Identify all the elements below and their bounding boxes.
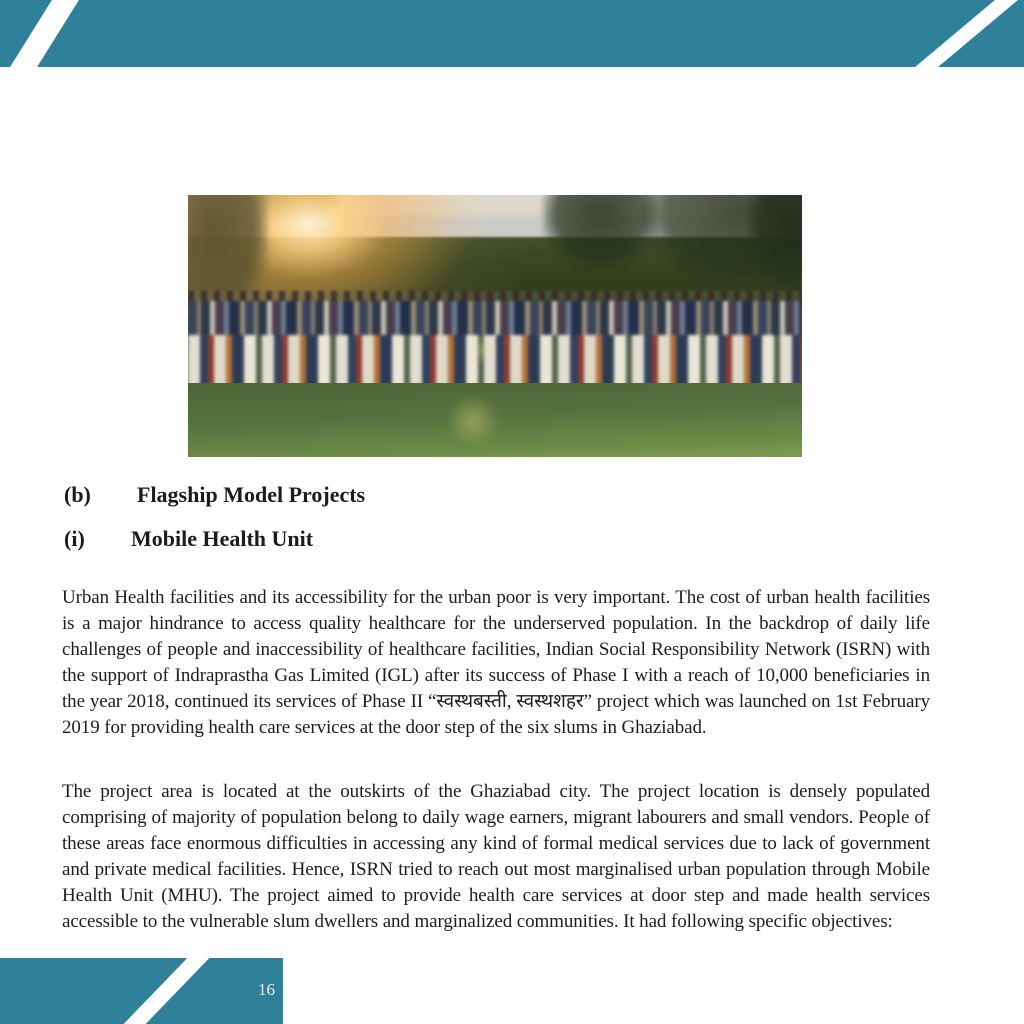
diagonal-stripe-right	[907, 0, 1024, 67]
diagonal-stripe-footer	[116, 958, 216, 1024]
section-label: (b)	[64, 482, 91, 507]
body-paragraph: The project area is located at the outskirts of the Ghaziabad city. The project location is densely populated comprising of majority of population belong to daily wage earners, migrant labourers and small vendors. People of these areas face enormous difficulties in accessing any kind of formal medical services due to lack of government and private medical facilities. Hence, ISRN tried to reach out most marginalised urban population through Mobile Health Unit (MHU). The project aimed to provide health care services at door step and made health services accessible to the vulnerable slum dwellers and marginalized communities. It had following specific objectives:	[62, 781, 930, 932]
body-paragraph: Urban Health facilities and its accessibility for the urban poor is very important. The cost of urban health facilities is a major hindrance to access quality healthcare for the underserved population. In the backdrop of daily life challenges of people and inaccessibility of healthcare facilities, Indian Social Responsibility Network (ISRN) with the support of Indraprastha Gas Limited (IGL) after its success of Phase I with a reach of 10,000 beneficiaries in the year 2018, continued its services of Phase II “स्वस्थबस्ती, स्वस्थशहर” project which was launched on 1st February 2019 for providing health care services at the door step of the six slums in Ghaziabad.	[62, 587, 930, 738]
page-number: 16	[258, 980, 275, 999]
section-title: Flagship Model Projects	[137, 482, 366, 507]
footer-band	[0, 958, 283, 1024]
section-title: Mobile Health Unit	[131, 526, 314, 551]
photo-lens-flare	[443, 395, 503, 445]
section-label: (i)	[64, 526, 85, 551]
section-heading-flagship	[64, 482, 365, 508]
group-photo	[188, 195, 802, 457]
section-heading-mhu	[64, 526, 313, 552]
photo-lens-flare	[468, 335, 498, 365]
header-band	[0, 0, 1024, 67]
diagonal-stripe-left	[6, 0, 84, 67]
